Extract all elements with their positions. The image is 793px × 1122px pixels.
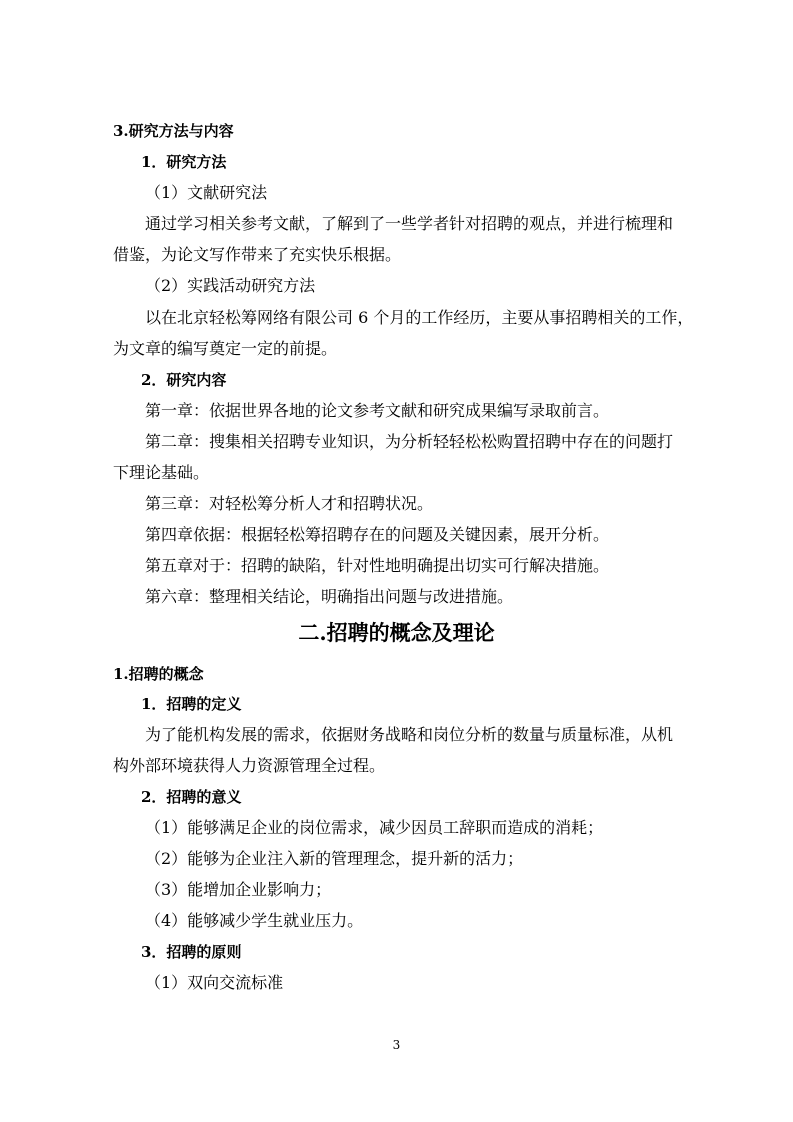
item-title: （1）文献研究法: [145, 183, 268, 202]
paragraph-line: 为了能机构发展的需求，依据财务战略和岗位分析的数量与质量标准，从机: [145, 725, 674, 744]
paragraph-line: 下理论基础。: [113, 463, 210, 482]
paragraph-line: 第一章：依据世界各地的论文参考文献和研究成果编写录取前言。: [145, 401, 610, 420]
subsection-heading: 3．招聘的原则: [141, 943, 242, 961]
item-title: （2）实践活动研究方法: [145, 276, 316, 295]
list-item: （2）能够为企业注入新的管理理念，提升新的活力；: [145, 849, 524, 868]
paragraph-line: 第五章对于：招聘的缺陷，针对性地明确提出切实可行解决措施。: [145, 556, 610, 575]
paragraph-line: 为文章的编写奠定一定的前提。: [113, 339, 338, 358]
page-number: 3: [392, 1038, 401, 1052]
list-item: （4）能够减少学生就业压力。: [145, 911, 364, 930]
subsection-heading: 1．研究方法: [141, 153, 227, 171]
paragraph-line: 第四章依据：根据轻松筹招聘存在的问题及关键因素，展开分析。: [145, 525, 610, 544]
paragraph-line: 以在北京轻松筹网络有限公司 6 个月的工作经历，主要从事招聘相关的工作，: [145, 308, 694, 327]
list-item: （3）能增加企业影响力；: [145, 880, 332, 899]
paragraph-line: 通过学习相关参考文献，了解到了一些学者针对招聘的观点，并进行梳理和: [145, 214, 674, 233]
section-heading: 3.研究方法与内容: [113, 122, 234, 140]
section-heading: 1.招聘的概念: [113, 665, 204, 683]
paragraph-line: 构外部环境获得人力资源管理全过程。: [113, 756, 386, 775]
chapter-title: 二.招聘的概念及理论: [298, 620, 495, 645]
subsection-heading: 2．招聘的意义: [141, 788, 242, 806]
subsection-heading: 2．研究内容: [141, 371, 227, 389]
subsection-heading: 1．招聘的定义: [141, 695, 242, 713]
list-item: （1）能够满足企业的岗位需求，减少因员工辞职而造成的消耗；: [145, 818, 604, 837]
paragraph-line: 第二章：搜集相关招聘专业知识，为分析轻轻松松购置招聘中存在的问题打: [145, 432, 674, 451]
paragraph-line: 借鉴，为论文写作带来了充实快乐根据。: [113, 245, 402, 264]
paragraph-line: 第六章：整理相关结论，明确指出问题与改进措施。: [145, 587, 514, 606]
paragraph-line: 第三章：对轻松筹分析人才和招聘状况。: [145, 494, 434, 513]
list-item: （1）双向交流标准: [145, 973, 284, 992]
